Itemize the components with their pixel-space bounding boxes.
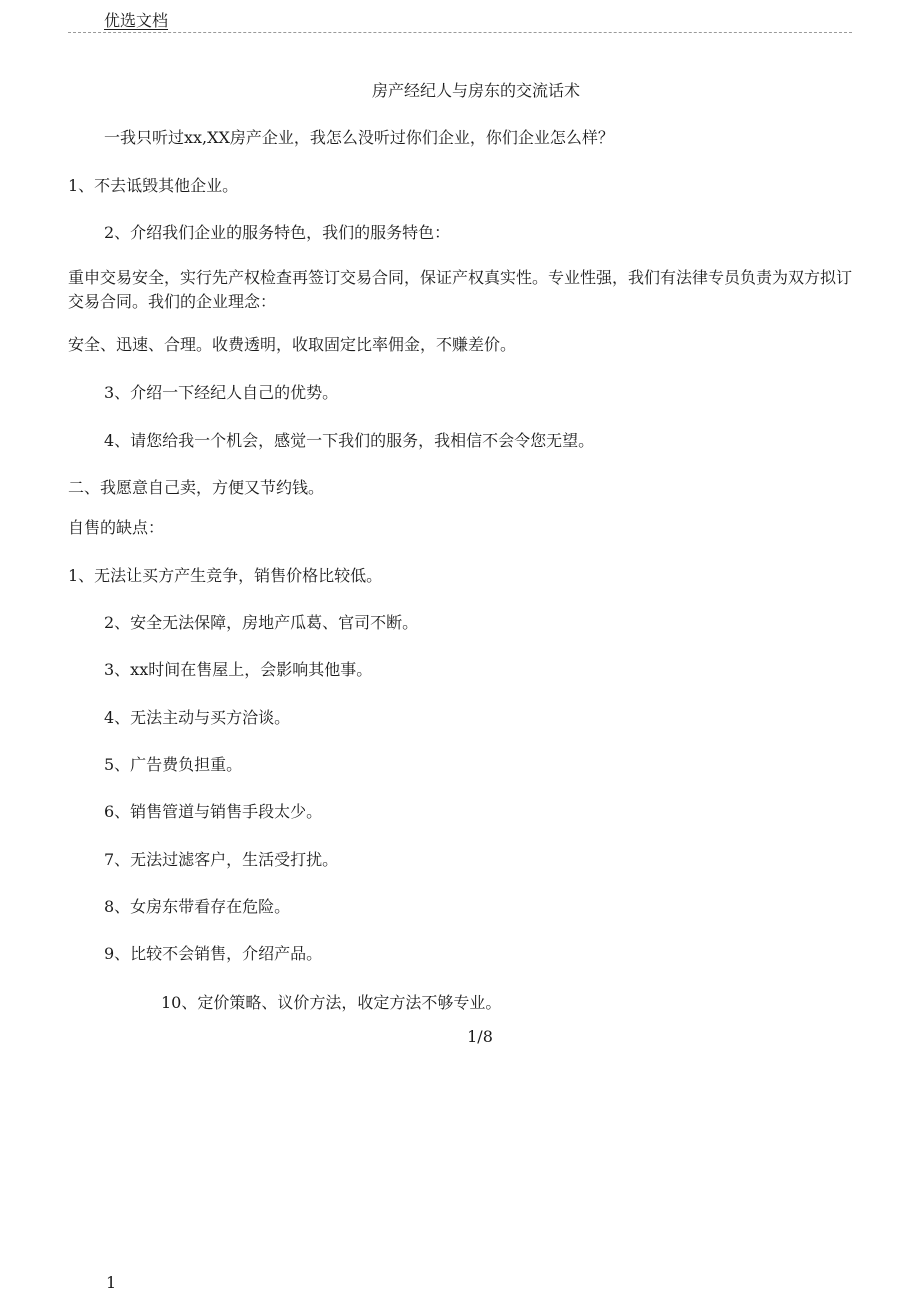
list-item: 4、无法主动与买方洽谈。 <box>104 708 291 727</box>
question-1: 一我只听过xx,XX房产企业，我怎么没听过你们企业，你们企业怎么样？ <box>104 128 614 147</box>
paragraph: 安全、迅速、合理。收费透明，收取固定比率佣金，不赚差价。 <box>68 335 517 354</box>
list-item: 4、请您给我一个机会，感觉一下我们的服务，我相信不会令您无望。 <box>104 431 595 450</box>
list-item: 2、介绍我们企业的服务特色，我们的服务特色： <box>104 223 451 242</box>
page-indicator: 1/8 <box>467 1027 493 1046</box>
list-item: 1、不去诋毁其他企业。 <box>68 176 239 195</box>
list-item: 1、无法让买方产生竞争，销售价格比较低。 <box>68 566 383 585</box>
footer-page-number: 1 <box>106 1273 117 1292</box>
header-label: 优选文档 <box>104 11 169 30</box>
list-item: 3、xx时间在售屋上，会影响其他事。 <box>104 660 373 679</box>
list-item: 6、销售管道与销售手段太少。 <box>104 802 323 821</box>
list-item: 5、广告费负担重。 <box>104 755 243 774</box>
list-item: 3、介绍一下经纪人自己的优势。 <box>104 383 339 402</box>
header-divider <box>68 32 852 33</box>
list-item: 9、比较不会销售，介绍产品。 <box>104 944 323 963</box>
question-2: 二、我愿意自己卖，方便又节约钱。 <box>68 478 325 497</box>
list-item: 2、安全无法保障，房地产瓜葛、官司不断。 <box>104 613 419 632</box>
list-item: 8、女房东带看存在危险。 <box>104 897 291 916</box>
document-title: 房产经纪人与房东的交流话术 <box>371 81 580 100</box>
paragraph: 重申交易安全，实行先产权检查再签订交易合同，保证产权真实性。专业性强，我们有法律专员负责为双方拟订交易合同。我们的企业理念： <box>68 268 853 311</box>
list-item: 7、无法过滤客户，生活受打扰。 <box>104 850 339 869</box>
drawbacks-heading: 自售的缺点： <box>68 518 165 537</box>
list-item: 10、定价策略、议价方法，收定方法不够专业。 <box>161 993 502 1012</box>
